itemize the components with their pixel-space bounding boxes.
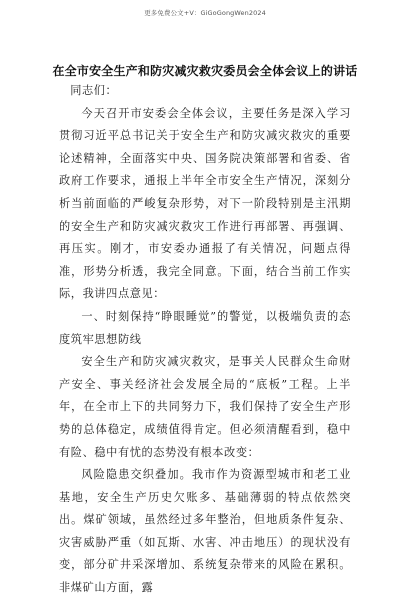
paragraph-intro: 今天召开市安委会全体会议，主要任务是深入学习贯彻习近平总书记关于安全生产和防灾减灾救灾的重要论述精神，全面落实中央、国务院决策部署和省委、省政府工作要求，通报上半年全市安全生产情况，深刻分析当前面临的严峻复杂形势，对下一阶段特别是主汛期的安全生产和防灾减灾救灾工作进行再部署、再强调、再压实。刚才，市安委办通报了有关情况，问题点得准，形势分析透，我完全同意。下面，结合当前工作实际，我讲四点意见： (59, 106, 351, 301)
section-heading-1: 一、时刻保持“睁眼睡觉”的警觉，以极端负责的态度筑牢思想防线 (59, 309, 351, 346)
paragraph-situation: 安全生产和防灾减灾救灾，是事关人民群众生命财产安全、事关经济社会发展全局的“底板”工程。上半年，在全市上下的共同努力下，我们保持了安全生产形势的总体稳定，成绩值得肯定。但必须清醒看到，稳中有险、稳中有忧的态势没有根本改变： (59, 355, 351, 459)
paragraph-risks: 风险隐患交织叠加。我市作为资源型城市和老工业基地，安全生产历史欠账多、基础薄弱的特点依然突出。煤矿领域，虽然经过多年整治，但地质条件复杂、灾害威胁严重（如瓦斯、水害、冲击地压）的现状没有变，部分矿井采深增加、系统复杂带来的风险在累积。非煤矿山方面，露 (59, 468, 351, 595)
salutation: 同志们： (70, 84, 118, 97)
document-title: 在全市安全生产和防灾减灾救灾委员会全体会议上的讲话 (52, 64, 358, 78)
header-watermark: 更多免费公文+V：GiGoGongWen2024 (144, 9, 266, 17)
document-body (59, 80, 351, 600)
